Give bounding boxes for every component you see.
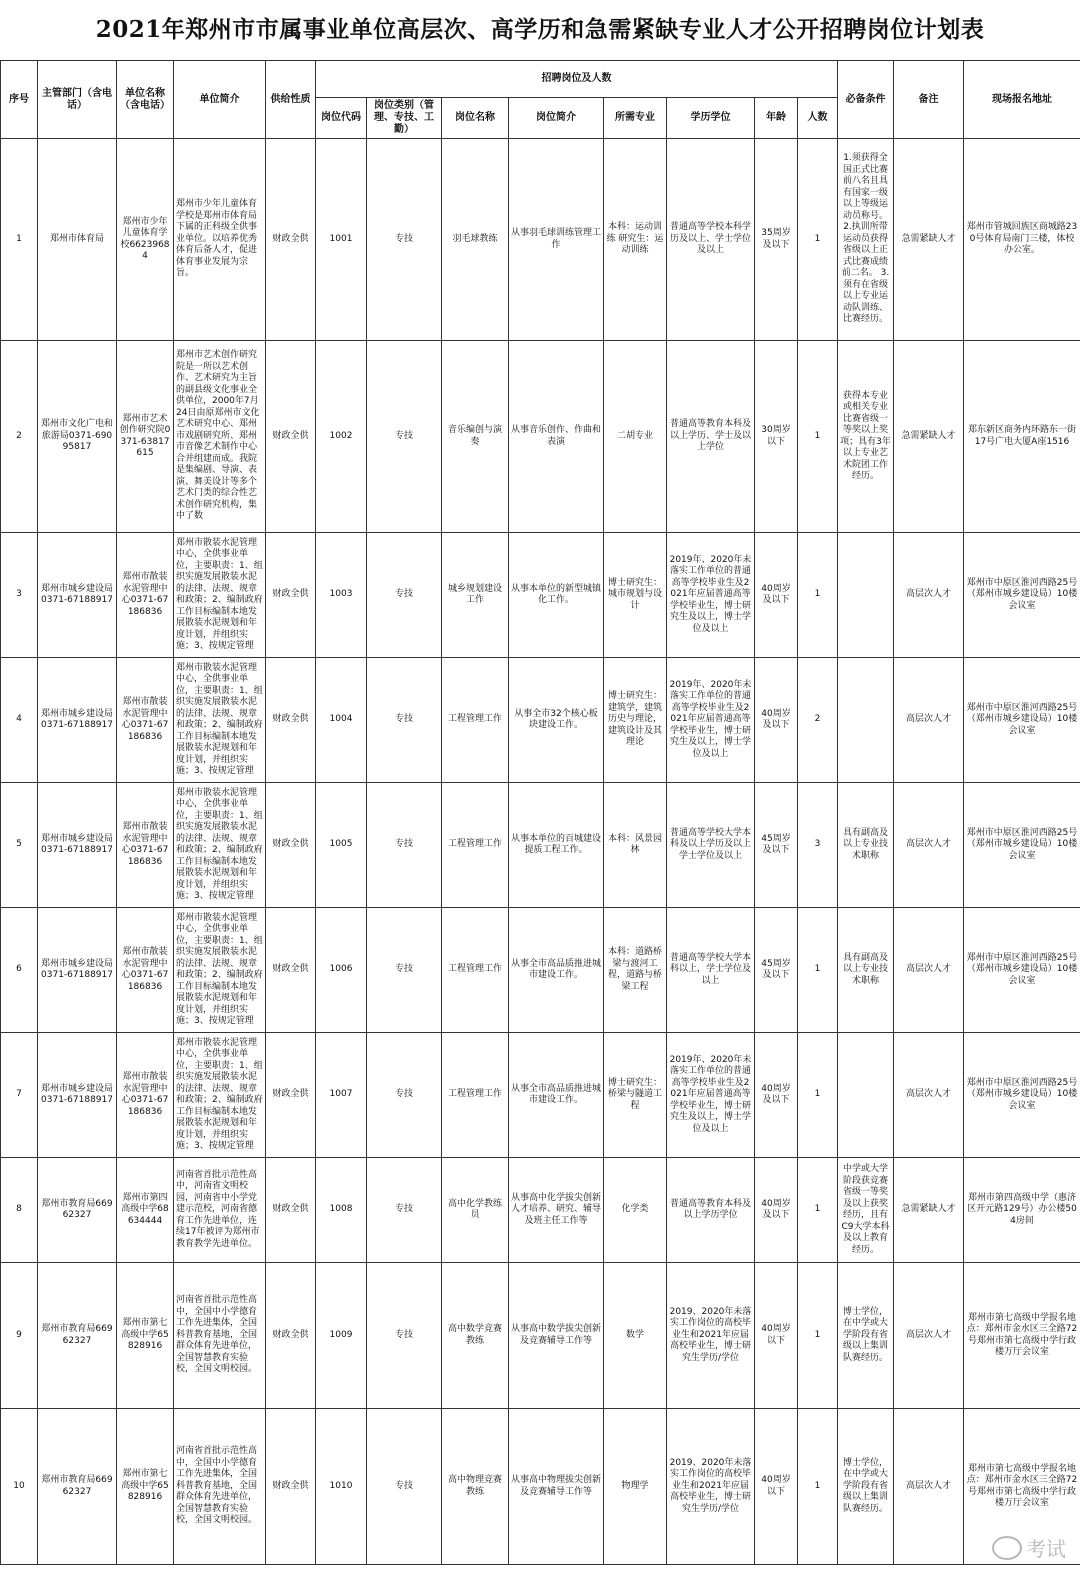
cell-seq: 9 — [1, 1263, 38, 1409]
header-address: 现场报名地址 — [964, 61, 1080, 139]
cell-requirements: 中学或大学阶段获竞赛省级一等奖及以上获奖经历，且有C9大学本科及以上教育经历。 — [838, 1158, 894, 1263]
cell-requirements: 具有副高及以上专业技术职称 — [838, 908, 894, 1033]
cell-count: 3 — [798, 783, 838, 908]
cell-major: 博士研究生：城市规划与设计 — [604, 533, 667, 658]
cell-major: 博士研究生：建筑学，建筑历史与理论，建筑设计及其理论 — [604, 658, 667, 783]
cell-dept: 郑州市城乡建设局0371-67188917 — [38, 658, 117, 783]
cell-funding: 财政全供 — [266, 533, 316, 658]
cell-funding: 财政全供 — [266, 341, 316, 533]
cell-post-name: 高中物理竞赛教练 — [442, 1409, 509, 1565]
cell-requirements: 博士学位，在中学或大学阶段有省级以上集训队赛经历。 — [838, 1263, 894, 1409]
cell-requirements: 获得本专业或相关专业比赛省级一等奖以上奖项；具有3年以上专业艺术院团工作经历。 — [838, 341, 894, 533]
cell-address: 郑州市第七高级中学报名地点：郑州市金水区三全路72号郑州市第七高级中学行政楼万厅会议室 — [964, 1263, 1080, 1409]
cell-seq: 1 — [1, 139, 38, 341]
header-count: 人数 — [798, 98, 838, 139]
cell-seq: 6 — [1, 908, 38, 1033]
cell-count: 1 — [798, 1263, 838, 1409]
cell-count: 1 — [798, 1409, 838, 1565]
cell-major: 本科：风景园林 — [604, 783, 667, 908]
cell-seq: 5 — [1, 783, 38, 908]
cell-dept: 郑州市教育局66962327 — [38, 1409, 117, 1565]
cell-category: 专技 — [367, 908, 442, 1033]
cell-category: 专技 — [367, 139, 442, 341]
cell-age: 35周岁及以下 — [755, 139, 798, 341]
cell-dept: 郑州市教育局66962327 — [38, 1263, 117, 1409]
cell-count: 1 — [798, 1158, 838, 1263]
cell-address: 郑州市中原区淮河西路25号（郑州市城乡建设局）10楼会议室 — [964, 783, 1080, 908]
cell-seq: 3 — [1, 533, 38, 658]
header-category: 岗位类别（管理、专技、工勤） — [367, 98, 442, 139]
cell-funding: 财政全供 — [266, 1263, 316, 1409]
cell-major: 博士研究生：桥梁与隧道工程 — [604, 1033, 667, 1158]
header-code: 岗位代码 — [316, 98, 367, 139]
cell-major: 化学类 — [604, 1158, 667, 1263]
cell-code: 1005 — [316, 783, 367, 908]
cell-funding: 财政全供 — [266, 1409, 316, 1565]
cell-remarks: 高层次人才 — [894, 658, 964, 783]
cell-major: 二胡专业 — [604, 341, 667, 533]
cell-degree: 普通高等学校本科学历及以上、学士学位及以上 — [667, 139, 755, 341]
cell-code: 1004 — [316, 658, 367, 783]
cell-requirements: 具有副高及以上专业技术职称 — [838, 783, 894, 908]
cell-address: 郑州市第七高级中学报名地点：郑州市金水区三全路72号郑州市第七高级中学行政楼万厅会议室 — [964, 1409, 1080, 1565]
cell-age: 45周岁及以下 — [755, 908, 798, 1033]
cell-requirements — [838, 1033, 894, 1158]
cell-post-name: 高中化学教练员 — [442, 1158, 509, 1263]
cell-post-name: 工程管理工作 — [442, 908, 509, 1033]
wechat-icon — [992, 1536, 1022, 1560]
cell-remarks: 高层次人才 — [894, 908, 964, 1033]
cell-address: 郑州市中原区淮河西路25号（郑州市城乡建设局）10楼会议室 — [964, 1033, 1080, 1158]
watermark — [992, 1533, 1066, 1562]
cell-count: 1 — [798, 533, 838, 658]
cell-code: 1007 — [316, 1033, 367, 1158]
header-age: 年龄 — [755, 98, 798, 139]
header-funding: 供给性质 — [266, 61, 316, 139]
cell-remarks: 高层次人才 — [894, 1263, 964, 1409]
cell-intro: 郑州市散装水泥管理中心，全供事业单位，主要职责：1、组织实施发展散装水泥的法律、法规、规章和政策；2、编制政府工作目标编制本地发展散装水泥规划和年度计划，并组织实施；3、按规定管理 — [174, 783, 266, 908]
cell-remarks: 高层次人才 — [894, 1409, 964, 1565]
cell-funding: 财政全供 — [266, 1158, 316, 1263]
page-title: 2021年郑州市市属事业单位高层次、高学历和急需紧缺专业人才公开招聘岗位计划表 — [95, 16, 985, 43]
cell-dept: 郑州市城乡建设局0371-67188917 — [38, 783, 117, 908]
cell-funding: 财政全供 — [266, 1033, 316, 1158]
recruitment-table — [0, 60, 1080, 1565]
cell-remarks: 急需紧缺人才 — [894, 1158, 964, 1263]
cell-post-intro: 从事音乐创作、作曲和表演 — [509, 341, 604, 533]
cell-count: 1 — [798, 341, 838, 533]
cell-degree: 2019年、2020年未落实工作单位的普通高等学校毕业生及2021年应届普通高等学校毕业生，博士研究生及以上，博士学位及以上 — [667, 533, 755, 658]
cell-post-name: 城乡规划建设工作 — [442, 533, 509, 658]
cell-seq: 4 — [1, 658, 38, 783]
cell-unit: 郑州市第七高级中学65828916 — [117, 1409, 174, 1565]
cell-funding: 财政全供 — [266, 783, 316, 908]
table-row — [1, 1409, 1080, 1565]
cell-seq: 7 — [1, 1033, 38, 1158]
cell-unit: 郑州市散装水泥管理中心0371-67186836 — [117, 658, 174, 783]
cell-intro: 河南省首批示范性高中，河南省文明校园，河南省中小学党建示范校，河南省德育工作先进单位，连续17年被评为郑州市教育教学先进单位。 — [174, 1158, 266, 1263]
cell-seq: 2 — [1, 341, 38, 533]
header-degree: 学历学位 — [667, 98, 755, 139]
table-row — [1, 139, 1080, 341]
cell-seq: 8 — [1, 1158, 38, 1263]
cell-unit: 郑州市第七高级中学65828916 — [117, 1263, 174, 1409]
cell-dept: 郑州市城乡建设局0371-67188917 — [38, 908, 117, 1033]
cell-dept: 郑州市城乡建设局0371-67188917 — [38, 533, 117, 658]
cell-code: 1006 — [316, 908, 367, 1033]
cell-code: 1001 — [316, 139, 367, 341]
cell-age: 40周岁以下 — [755, 1263, 798, 1409]
cell-degree: 2019、2020年未落实工作岗位的高校毕业生和2021年应届高校毕业生，博士研究生学历/学位 — [667, 1409, 755, 1565]
cell-intro: 河南省首批示范性高中，全国中小学德育工作先进集体，全国科普教育基地，全国群众体育先进单位，全国智慧教育实验校，全国文明校园。 — [174, 1263, 266, 1409]
cell-requirements: 博士学位，在中学或大学阶段有省级以上集训队赛经历。 — [838, 1409, 894, 1565]
cell-code: 1009 — [316, 1263, 367, 1409]
cell-category: 专技 — [367, 533, 442, 658]
cell-degree: 普通高等学校大学本科以上，学士学位及以上 — [667, 908, 755, 1033]
cell-address: 郑东新区商务内环路东一街17号广电大厦A座1516 — [964, 341, 1080, 533]
cell-dept: 郑州市文化广电和旅游局0371-69095817 — [38, 341, 117, 533]
cell-post-intro: 从事高中物理拔尖创新及竞赛辅导工作等 — [509, 1409, 604, 1565]
cell-unit: 郑州市艺术创作研究院0371-63817615 — [117, 341, 174, 533]
cell-remarks: 高层次人才 — [894, 783, 964, 908]
cell-post-name: 工程管理工作 — [442, 783, 509, 908]
cell-age: 30周岁以下 — [755, 341, 798, 533]
cell-post-name: 工程管理工作 — [442, 1033, 509, 1158]
cell-category: 专技 — [367, 1263, 442, 1409]
cell-post-intro: 从事本单位的新型城镇化工作。 — [509, 533, 604, 658]
cell-code: 1003 — [316, 533, 367, 658]
header-post-intro: 岗位简介 — [509, 98, 604, 139]
cell-seq: 10 — [1, 1409, 38, 1565]
cell-funding: 财政全供 — [266, 658, 316, 783]
cell-requirements — [838, 658, 894, 783]
cell-address: 郑州市中原区淮河西路25号（郑州市城乡建设局）10楼会议室 — [964, 533, 1080, 658]
cell-address: 郑州市管城回族区商城路230号体育局南门三楼，体校办公室。 — [964, 139, 1080, 341]
cell-intro: 河南省首批示范性高中，全国中小学德育工作先进集体，全国科普教育基地，全国群众体育先进单位，全国智慧教育实验校，全国文明校园。 — [174, 1409, 266, 1565]
cell-code: 1008 — [316, 1158, 367, 1263]
cell-post-name: 工程管理工作 — [442, 658, 509, 783]
cell-unit: 郑州市散装水泥管理中心0371-67186836 — [117, 908, 174, 1033]
cell-degree: 普通高等教育本科及以上学历学位 — [667, 1158, 755, 1263]
cell-major: 本科：道路桥梁与渡河工程，道路与桥梁工程 — [604, 908, 667, 1033]
cell-count: 1 — [798, 139, 838, 341]
cell-post-intro: 从事高中化学拔尖创新人才培养、研究、辅导及班主任工作等 — [509, 1158, 604, 1263]
cell-unit: 郑州市散装水泥管理中心0371-67186836 — [117, 783, 174, 908]
cell-post-intro: 从事全市32个核心板块建设工作。 — [509, 658, 604, 783]
cell-degree: 2019、2020年未落实工作岗位的高校毕业生和2021年应届高校毕业生，博士研究生学历/学位 — [667, 1263, 755, 1409]
cell-intro: 郑州市少年儿童体育学校是郑州市体育局下属的正科级全供事业单位。以培养优秀体育后备人才，促进体育事业发展为宗旨。 — [174, 139, 266, 341]
cell-funding: 财政全供 — [266, 139, 316, 341]
watermark-text: 考试 — [1026, 1537, 1066, 1561]
cell-dept: 郑州市教育局66962327 — [38, 1158, 117, 1263]
cell-address: 郑州市第四高级中学（惠济区开元路129号）办公楼504房间 — [964, 1158, 1080, 1263]
cell-degree: 普通高等教育本科及以上学历、学士及以上学位 — [667, 341, 755, 533]
cell-category: 专技 — [367, 1033, 442, 1158]
cell-major: 数学 — [604, 1263, 667, 1409]
cell-intro: 郑州市散装水泥管理中心，全供事业单位，主要职责：1、组织实施发展散装水泥的法律、法规、规章和政策；2、编制政府工作目标编制本地发展散装水泥规划和年度计划，并组织实施；3、按规定管理 — [174, 533, 266, 658]
cell-age: 40周岁及以下 — [755, 658, 798, 783]
header-post-name: 岗位名称 — [442, 98, 509, 139]
cell-intro: 郑州市散装水泥管理中心，全供事业单位，主要职责：1、组织实施发展散装水泥的法律、法规、规章和政策；2、编制政府工作目标编制本地发展散装水泥规划和年度计划，并组织实施；3、按规定管理 — [174, 1033, 266, 1158]
cell-unit: 郑州市少年儿童体育学校66239684 — [117, 139, 174, 341]
cell-post-name: 羽毛球教练 — [442, 139, 509, 341]
table-row — [1, 533, 1080, 658]
cell-remarks: 高层次人才 — [894, 1033, 964, 1158]
cell-category: 专技 — [367, 341, 442, 533]
header-remarks: 备注 — [894, 61, 964, 139]
cell-post-intro: 从事高中数学拔尖创新及竞赛辅导工作等 — [509, 1263, 604, 1409]
cell-remarks: 急需紧缺人才 — [894, 341, 964, 533]
cell-degree: 2019年、2020年未落实工作单位的普通高等学校毕业生及2021年应届普通高等学校毕业生，博士研究生及以上，博士学位及以上 — [667, 1033, 755, 1158]
header-major: 所需专业 — [604, 98, 667, 139]
cell-degree: 2019年、2020年未落实工作单位的普通高等学校毕业生及2021年应届普通高等学校毕业生，博士研究生及以上，博士学位及以上 — [667, 658, 755, 783]
cell-post-intro: 从事全市高品质推进城市建设工作。 — [509, 1033, 604, 1158]
table-row — [1, 341, 1080, 533]
cell-age: 40周岁及以下 — [755, 1158, 798, 1263]
cell-count: 2 — [798, 658, 838, 783]
cell-post-intro: 从事本单位的百城建设提质工程工作。 — [509, 783, 604, 908]
table-row — [1, 1033, 1080, 1158]
cell-post-name: 音乐编创与演奏 — [442, 341, 509, 533]
cell-unit: 郑州市散装水泥管理中心0371-67186836 — [117, 533, 174, 658]
cell-funding: 财政全供 — [266, 908, 316, 1033]
header-intro: 单位简介 — [174, 61, 266, 139]
cell-post-intro: 从事全市高品质推进城市建设工作。 — [509, 908, 604, 1033]
cell-remarks: 急需紧缺人才 — [894, 139, 964, 341]
cell-age: 40周岁及以下 — [755, 1033, 798, 1158]
cell-major: 本科：运动训练 研究生：运动训练 — [604, 139, 667, 341]
cell-requirements: 1.须获得全国正式比赛前八名且具有国家一级以上等级运动员称号。 2.执训所带运动员获得省级以上正式比赛成绩前二名。 3.须有在省级以上专业运动队训练、比赛经历。 — [838, 139, 894, 341]
header-seq: 序号 — [1, 61, 38, 139]
table-row — [1, 1158, 1080, 1263]
cell-degree: 普通高等学校大学本科及以上学历及以上学士学位及以上 — [667, 783, 755, 908]
cell-remarks: 高层次人才 — [894, 533, 964, 658]
cell-intro: 郑州市散装水泥管理中心，全供事业单位，主要职责：1、组织实施发展散装水泥的法律、法规、规章和政策；2、编制政府工作目标编制本地发展散装水泥规划和年度计划，并组织实施；3、按规定管理 — [174, 658, 266, 783]
cell-post-intro: 从事羽毛球训练管理工作 — [509, 139, 604, 341]
table-row — [1, 908, 1080, 1033]
cell-post-name: 高中数学竞赛教练 — [442, 1263, 509, 1409]
cell-dept: 郑州市体育局 — [38, 139, 117, 341]
table-row — [1, 783, 1080, 908]
cell-intro: 郑州市散装水泥管理中心，全供事业单位，主要职责：1、组织实施发展散装水泥的法律、法规、规章和政策；2、编制政府工作目标编制本地发展散装水泥规划和年度计划，并组织实施；3、按规定管理 — [174, 908, 266, 1033]
cell-count: 1 — [798, 1033, 838, 1158]
cell-age: 45周岁及以下 — [755, 783, 798, 908]
cell-unit: 郑州市第四高级中学68634444 — [117, 1158, 174, 1263]
header-group: 招聘岗位及人数 — [316, 61, 838, 98]
cell-dept: 郑州市城乡建设局0371-67188917 — [38, 1033, 117, 1158]
cell-intro: 郑州市艺术创作研究院是一所以艺术创作、艺术研究为主旨的副县级文化事业全供单位，2000年7月24日由原郑州市文化艺术研究中心、郑州市戏剧研究所、郑州市音像艺术制作中心合并组建而成。我院是集编剧、导演、表演、舞美设计等多个艺术门类的综合性艺术创作研究机构，集中了数 — [174, 341, 266, 533]
cell-category: 专技 — [367, 1158, 442, 1263]
header-unit: 单位名称（含电话） — [117, 61, 174, 139]
cell-unit: 郑州市散装水泥管理中心0371-67186836 — [117, 1033, 174, 1158]
cell-age: 40周岁以下 — [755, 1409, 798, 1565]
cell-requirements — [838, 533, 894, 658]
cell-major: 物理学 — [604, 1409, 667, 1565]
cell-category: 专技 — [367, 783, 442, 908]
table-row — [1, 658, 1080, 783]
cell-address: 郑州市中原区淮河西路25号（郑州市城乡建设局）10楼会议室 — [964, 908, 1080, 1033]
cell-code: 1010 — [316, 1409, 367, 1565]
cell-address: 郑州市中原区淮河西路25号（郑州市城乡建设局）10楼会议室 — [964, 658, 1080, 783]
cell-category: 专技 — [367, 1409, 442, 1565]
header-requirements: 必备条件 — [838, 61, 894, 139]
table-row — [1, 1263, 1080, 1409]
cell-category: 专技 — [367, 658, 442, 783]
cell-code: 1002 — [316, 341, 367, 533]
header-dept: 主管部门（含电话） — [38, 61, 117, 139]
cell-age: 40周岁及以下 — [755, 533, 798, 658]
cell-count: 1 — [798, 908, 838, 1033]
